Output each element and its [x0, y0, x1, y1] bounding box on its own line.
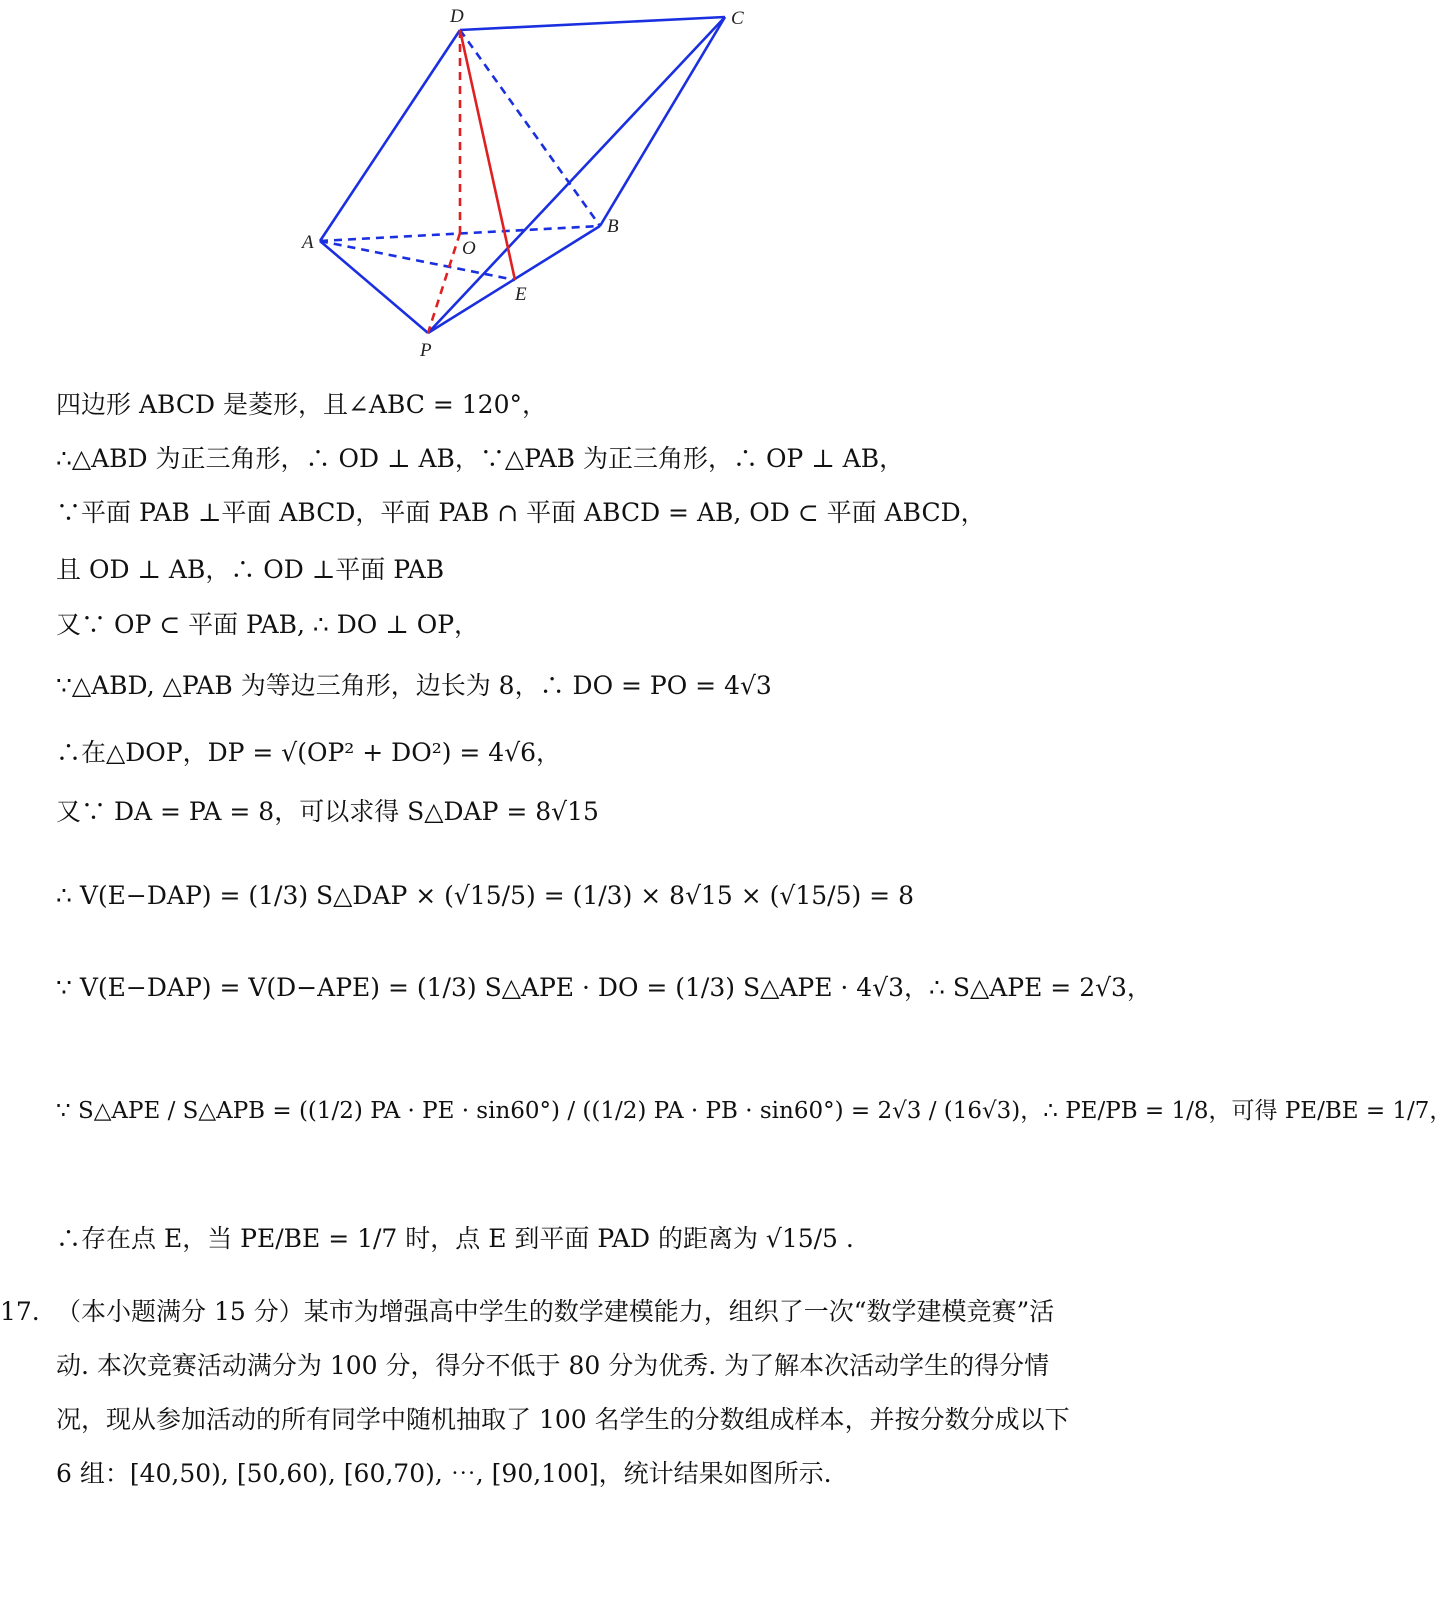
- edge-DC: [460, 17, 725, 30]
- label-E: E: [515, 284, 527, 305]
- solution-line-5: 又∵ OP ⊂ 平面 PAB, ∴ DO ⊥ OP，: [56, 610, 480, 639]
- solution-line-6: ∵△ABD, △PAB 为等边三角形，边长为 8，∴ DO = PO = 4√3: [56, 671, 772, 700]
- dashed-OP: [428, 233, 460, 333]
- solution-line-8: 又∵ DA = PA = 8，可以求得 S△DAP = 8√15: [56, 797, 599, 826]
- question-number: 17.: [0, 1297, 40, 1326]
- label-B: B: [607, 216, 619, 237]
- solution-line-2: ∴△ABD 为正三角形，∴ OD ⊥ AB，∵△PAB 为正三角形，∴ OP ⊥ AB，: [56, 444, 905, 473]
- question-17: [0, 1285, 1070, 1501]
- solution-line-9: ∴ V(E−DAP) = (1/3) S△DAP × (√15/5) = (1/3) × 8√15 × (√15/5) = 8: [56, 881, 914, 910]
- solution-line-3: ∵平面 PAB ⊥平面 ABCD，平面 PAB ∩ 平面 ABCD = AB, OD ⊂ 平面 ABCD，: [56, 498, 986, 527]
- edge-CB: [600, 17, 725, 226]
- edge-AP: [320, 241, 428, 333]
- question-text: （本小题满分 15 分）某市为增强高中学生的数学建模能力，组织了一次“数学建模竞赛”活动. 本次竞赛活动满分为 100 分，得分不低于 80 分为优秀. 为了解本次活动学生的得分情况，现从参加活动的所有同学中随机抽取了 100 名学生的分数组成样本，并按分数分成以下 6 组：[40,50), [50,60), [60,70), ⋯, [90,100]，统计结果如图所示.: [56, 1297, 1070, 1488]
- dashed-AE: [320, 241, 515, 280]
- label-O: O: [462, 238, 476, 259]
- label-A: A: [302, 232, 314, 253]
- solution-line-12: ∴存在点 E，当 PE/BE = 1/7 时，点 E 到平面 PAD 的距离为 √15/5 .: [56, 1224, 854, 1253]
- edge-DA: [320, 30, 460, 241]
- solution-line-11: ∵ S△APE / S△APB = ((1/2) PA · PE · sin60°) / ((1/2) PA · PB · sin60°) = 2√3 / (16√3)，∴ PE/PB = 1/8，可得 PE/BE = 1/7，: [56, 1098, 1452, 1124]
- edge-CP: [428, 17, 725, 333]
- label-C: C: [731, 8, 744, 29]
- label-P: P: [420, 340, 432, 361]
- solution-line-10: ∵ V(E−DAP) = V(D−APE) = (1/3) S△APE · DO = (1/3) S△APE · 4√3，∴ S△APE = 2√3，: [56, 973, 1152, 1002]
- label-D: D: [450, 6, 464, 27]
- solution-line-7: ∴在△DOP，DP = √(OP² + DO²) = 4√6，: [56, 738, 562, 767]
- solution-line-4: 且 OD ⊥ AB，∴ OD ⊥平面 PAB: [56, 555, 445, 584]
- solution-line-1: 四边形 ABCD 是菱形，且∠ABC = 120°，: [56, 390, 547, 419]
- pyramid-figure: [290, 0, 810, 370]
